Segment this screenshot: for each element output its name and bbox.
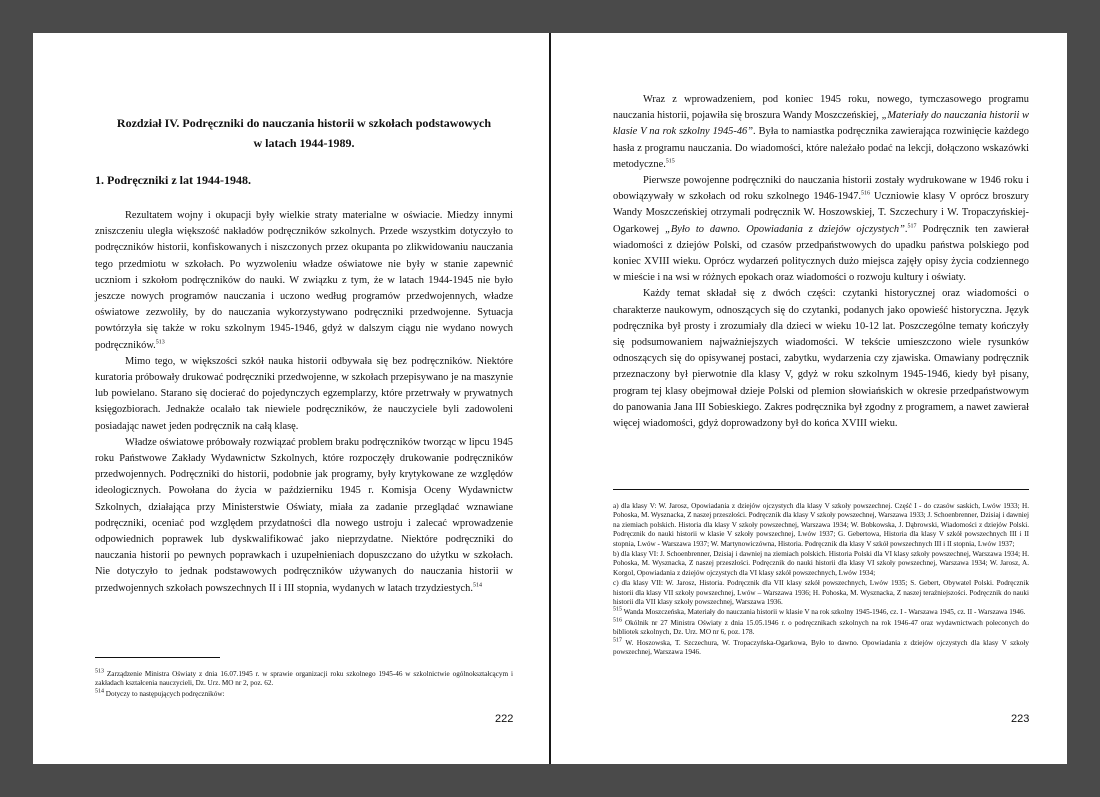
chapter-title-line-1: Rozdział IV. Podręczniki do nauczania historii w szkołach podstawowych xyxy=(116,116,492,130)
footnote-number: 515 xyxy=(613,607,622,614)
paragraph xyxy=(95,435,513,597)
footnote xyxy=(613,619,1029,638)
footnote-text: a) dla klasy V: W. Jarosz, Opowiadania z dziejów ojczystych dla klasy V szkoły powszechnej. Część I - do czasów saskich, Lwów 1933; H. Pohoska, M. Wysznacka, Z naszej przeszłości. Podręcznik dla klasy V szkoły powszechnej, Warszawa 1933; J. Schoenbrenner, Dzisiaj i dawniej na ziemiach polskich. Historia dla klasy V szkoły powszechnej, Warszawa 1934; W. Bobkowska, J. Dąbrowski, Wiadomości z dziejów Polski. Podręcznik do nauki historii w klasie V szkoły powszechnej, Lwów 1937; G. Gebertowa, Historia dla klasy V szkół powszechnych III i II stopnia, Lwów - Warszawa 1937; W. Martynowiczówna, Historia. Podręcznik dla klasy V szkół powszechnych III i II stopnia, Lwów 1937; xyxy=(613,502,1029,548)
book-title: „Materiały do nauczania historii w klasie V na rok szkolny 1945-46” xyxy=(613,110,1029,138)
footnote-text: Zarządzenie Ministra Oświaty z dnia 16.07.1945 r. w sprawie organizacji roku szkolnego 1945-46 w szkolnictwie ogólnokształcącym i zakładach kształcenia nauczycieli, Dz. Urz. MO nr 2, poz. 62. xyxy=(95,670,513,688)
section-title: 1. Podręczniki z lat 1944-1948. xyxy=(95,173,251,187)
footnote-text: Wanda Moszczeńska, Materiały do nauczania historii w klasie V na rok szkolny 1945-1946, cz. I - Warszawa 1945, cz. II - Warszawa 1946. xyxy=(623,608,1026,617)
footnote-number: 517 xyxy=(613,637,622,644)
footnote-text: b) dla klasy VI: J. Schoenbrenner, Dzisiaj i dawniej na ziemiach polskich. Historia Polski dla VI klasy szkoły powszechnej, Warszawa 1934; H. Pohoska, M. Wysznacka, Z naszej przeszłości. Podręcznik do nauki historii dla klasy VI szkoły powszechnej, Warszawa 1934; W. Jarosz, A. Korgol, Opowiadania z dziejów ojczystych dla VI klasy szkół powszechnych, Lwów 1934; xyxy=(613,550,1029,577)
footnote xyxy=(613,608,1029,617)
paragraph xyxy=(613,173,1029,286)
footnote-text: Okólnik nr 27 Ministra Oświaty z dnia 15.05.1946 r. o podręcznikach szkolnych na rok 1946-47 oraz wydawnictwach poleconych do bibliotek szkolnych, Dz. Urz. MO nr 6, poz. 178. xyxy=(613,618,1029,637)
right-footnotes xyxy=(613,502,1029,659)
left-page xyxy=(33,33,549,764)
footnote-text: Dotyczy to następujących podręczników: xyxy=(105,689,225,698)
paragraph xyxy=(613,92,1029,173)
footnote-ref: 515 xyxy=(665,158,675,165)
footnote xyxy=(613,502,1029,549)
book-title: „Było to dawno. Opowiadania z dziejów ojczystych” xyxy=(665,223,905,235)
paragraph-text: Uczniowie klasy V oprócz broszury Wandy Moszczeńskiej otrzymali podręcznik W. Hoszowskiej, T. Szczechury i W. Tropaczyńskiej-Ogarkowej xyxy=(613,191,1029,235)
footnote-divider xyxy=(95,657,220,658)
chapter-title-line-2: w latach 1944-1989. xyxy=(253,136,355,150)
paragraph-text: Wraz z wprowadzeniem, pod koniec 1945 roku, nowego, tymczasowego programu nauczania historii, pojawiła się broszura Wandy Moszczeńskiej, xyxy=(613,94,1029,122)
chapter-title xyxy=(95,113,513,153)
footnote-ref: 516 xyxy=(861,190,870,197)
footnote-text: W. Hoszowska, T. Szczechura, W. Tropaczyńska-Ogarkowa, Było to dawno. Opowiadania z dziejów ojczystych dla klasy V szkoły powszechnej, Warszawa 1946. xyxy=(613,638,1029,657)
page-number: 223 xyxy=(1011,713,1030,725)
left-body-text xyxy=(95,208,513,597)
right-page xyxy=(551,33,1067,764)
footnote xyxy=(95,670,513,689)
footnote-divider xyxy=(613,489,1029,490)
paragraph xyxy=(613,286,1029,432)
paragraph-text: . Była to namiastka podręcznika zawierająca rozwinięcie każdego hasła z programu nauczania. Do wiadomości, które należało podać na lekcji, dołączono wskazówki metodyczne. xyxy=(613,126,1029,170)
footnote-number: 516 xyxy=(613,617,622,624)
footnote xyxy=(613,550,1029,578)
footnote-ref: 513 xyxy=(155,339,165,346)
paragraph xyxy=(95,354,513,435)
footnote-ref: 514 xyxy=(472,582,482,589)
right-body-text xyxy=(613,92,1029,432)
paragraph-text: Władze oświatowe próbowały rozwiązać problem braku podręczników tworząc w lipcu 1945 roku Państwowe Zakłady Wydawnictw Szkolnych, które rozpoczęły drukowanie podręczników przedwojennych. Podręczniki do historii, podobnie jak programy, były krytykowane ze względów ideologicznych. Powołana do życia w październiku 1945 r. Komisja Oceny Wydawnictw Szkolnych, działająca przy Ministerstwie Oświaty, miała za zadanie przeglądać wznawiane podręczniki, oceniać pod względem przydatności dla nowego ustroju i zalecać wprowadzenie odpowiednich poprawek lub dyskwalifikować jako nieprzydatne. Niektóre podręczniki do nauczania historii po pewnych poprawkach i uzupełnieniach dopuszczano do użytku w szkołach. Nie dotyczyło to jednak podstawowych podręczników używanych do nauczania historii w przedwojennych szkołach powszechnych II i III stopnia, wydanych w latach trzydziestych. xyxy=(95,436,513,594)
footnote-ref: 517 xyxy=(907,223,917,230)
paragraph-text: Każdy temat składał się z dwóch części: czytanki historycznej oraz wiadomości o charakterze naukowym, odnoszących się do czytanki, podanych jako opowieść historyczna. Język podręcznika był prosty i zrozumiały dla dzieci w wieku 10-12 lat. Poszczególne tematy kończyły się podsumowaniem najważniejszych wiadomości. W tekście umieszczono wiele rysunków odnoszących się do opisywanej postaci, zabytku, wydarzenia czy zjawiska. Omawiany podręcznik przeznaczony był pierwotnie dla klasy V, gdyż w roku szkolnym 1945-1946, kiedy był pisany, program tej klasy obejmował dzieje Polski od plemion słowiańskich w okresie przedpaństwowym do panowania Jana III Sobieskiego. Zakres podręcznika był zgodny z programem, a nawet zawierał więcej wiadomości, gdyż doprowadzony był do końca XVIII wieku. xyxy=(613,288,1029,430)
footnote xyxy=(95,690,513,699)
paragraph-text: Rezultatem wojny i okupacji były wielkie straty materialne w oświacie. Miedzy innymi zniszczeniu uległa większość nakładów podręczników szkolnych. Przede wszystkim dotyczyło to podręczników historii, konfiskowanych i niszczonych przez okupanta po zlikwidowaniu nauczania tego przedmiotu w szkołach. Po wyzwoleniu władze oświatowe nie były w stanie zapewnić uczniom i szkołom podręczników do nauki. W związku z tym, że w latach 1944-1945 nie było jeszcze nowych programów nauczania i uczono według programów przedwojennych, władze oświatowe zezwoliły, by do nauczania wykorzystywano podręczniki przedwojenne. Sytuacja powtórzyła się także w roku szkolnym 1945-1946, gdyż w dalszym ciągu nie wydano nowych podręczników. xyxy=(95,210,513,351)
footnote xyxy=(613,639,1029,658)
footnote-number: 514 xyxy=(95,688,104,695)
paragraph-text: Podręcznik ten zawierał wiadomości z dziejów Polski, od czasów przedpaństwowych do upadku państwa polskiego pod koniec XVIII wieku. Oprócz wydarzeń politycznych dużo miejsca zajęły opisy życia codziennego w mieście i na wsi w różnych epokach oraz wiadomości o rozwoju kultury i oświaty. xyxy=(613,223,1029,284)
paragraph-text: Pierwsze powojenne podręczniki do nauczania historii zostały wydrukowane w 1946 roku i obowiązywały w szkołach od roku szkolnego 1946-1947. xyxy=(613,175,1029,203)
footnote-number: 513 xyxy=(95,668,104,675)
paragraph-text: Mimo tego, w większości szkół nauka historii odbywała się bez podręczników. Niektóre kuratoria próbowały drukować podręczniki przedwojenne, w szkołach przepisywano je na maszynie lub powielano. Starano się docierać do pojedynczych egzemplarzy, które przetrwały w prywatnych księgozbiorach. Jednakże ocalało tak niewiele podręczników, że nauczyciele byli zadowoleni posiadając nawet jeden podręcznik na całą klasę. xyxy=(95,355,513,432)
paragraph xyxy=(95,208,513,354)
left-footnotes xyxy=(95,670,513,700)
page-number: 222 xyxy=(495,713,514,725)
footnote xyxy=(613,579,1029,607)
footnote-text: c) dla klasy VII: W. Jarosz, Historia. Podręcznik dla VII klasy szkół powszechnych, Lwów 1935; S. Gebert, Obywatel Polski. Podręcznik historii dla klasy VII szkoły powszechnej, Lwów – Warszawa 1936; H. Pohoska, M. Wysznacka, Z naszej teraźniejszości. Podręcznik do nauki historii dla VII klasy szkoły powszechnej, Warszawa 1936. xyxy=(613,579,1029,607)
paragraph-text: . xyxy=(904,223,908,235)
